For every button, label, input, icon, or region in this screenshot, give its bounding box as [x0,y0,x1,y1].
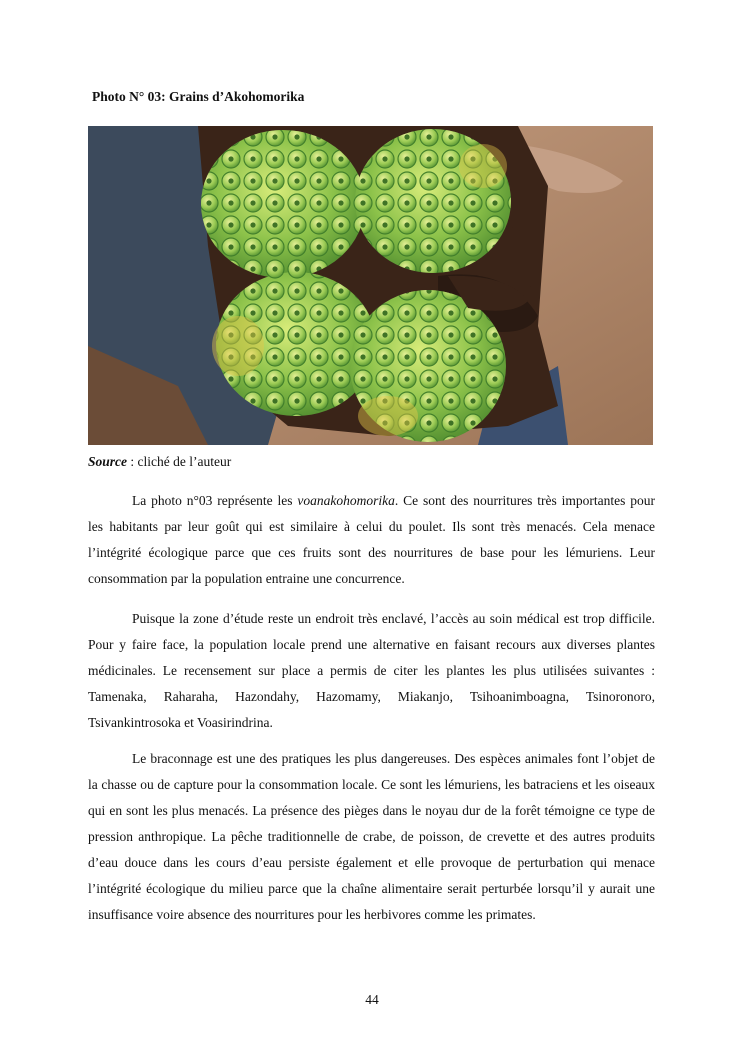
paragraph-poaching: Le braconnage est une des pratiques les plus dangereuses. Des espèces animales font l’objet de la chasse ou de capture pour la consommation locale. Ce sont les lémuriens, les batraciens et les oiseaux qui en sont les plus menacés. La présence des pièges dans le noyau dur de la forêt témoigne ce type de pression anthropique. La pêche traditionnelle de crabe, de poisson, de crevette et des autres produits d’eau douce dans les cours d’eau persiste également et elle provoque de perturbation qui menace l’intégrité écologique du milieu parce que la chaîne alimentaire serait perturbée lorsqu’il y aurait une insuffisance voire absence des nourritures pour les herbivores comme les primates. [88,751,655,922]
yellow-highlight-1 [212,316,264,376]
paragraph-voanakohomorika [88,488,655,592]
paragraph-medicinal-plants: Puisque la zone d’étude reste un endroit très enclavé, l’accès au soin médical est trop difficile. Pour y faire face, la population locale prend une alternative en faisant recours aux diverses plantes médicinales. Le recensement sur place a permis de citer les plantes les plus utilisées suivantes : Tamenaka, Raharaha, Hazondahy, Hazomamy, Miakanjo, Tsihoanimboagna, Tsinoronoro, Tsivankintrosoka et Voasirindrina. [88,611,655,730]
p1-text-before: La photo n°03 représente les [132,493,298,508]
source-text: cliché de l’auteur [137,454,232,469]
fruit-illustration [88,126,653,445]
photo-caption: Photo N° 03: Grains d’Akohomorika [92,89,305,104]
akohomorika-photo [88,126,653,445]
p1-term: voanakohomorika [297,493,395,508]
yellow-highlight-2 [358,396,418,436]
source-label: Source [88,454,128,469]
p1-text-after: . Ce sont des nourritures très importantes pour les habitants par leur goût qui est similaire à celui du poulet. Ils sont très menacés. Cela menace l’intégrité écologique parce que ces fruits sont des nourritures de base pour les lémuriens. Leur consommation par la population entraine une concurrence. [88,493,655,586]
yellow-highlight-3 [459,144,507,188]
photo-source [88,454,231,470]
page-number: 44 [365,992,379,1007]
source-separator: : [127,454,138,469]
fruit-top-left [201,130,365,278]
